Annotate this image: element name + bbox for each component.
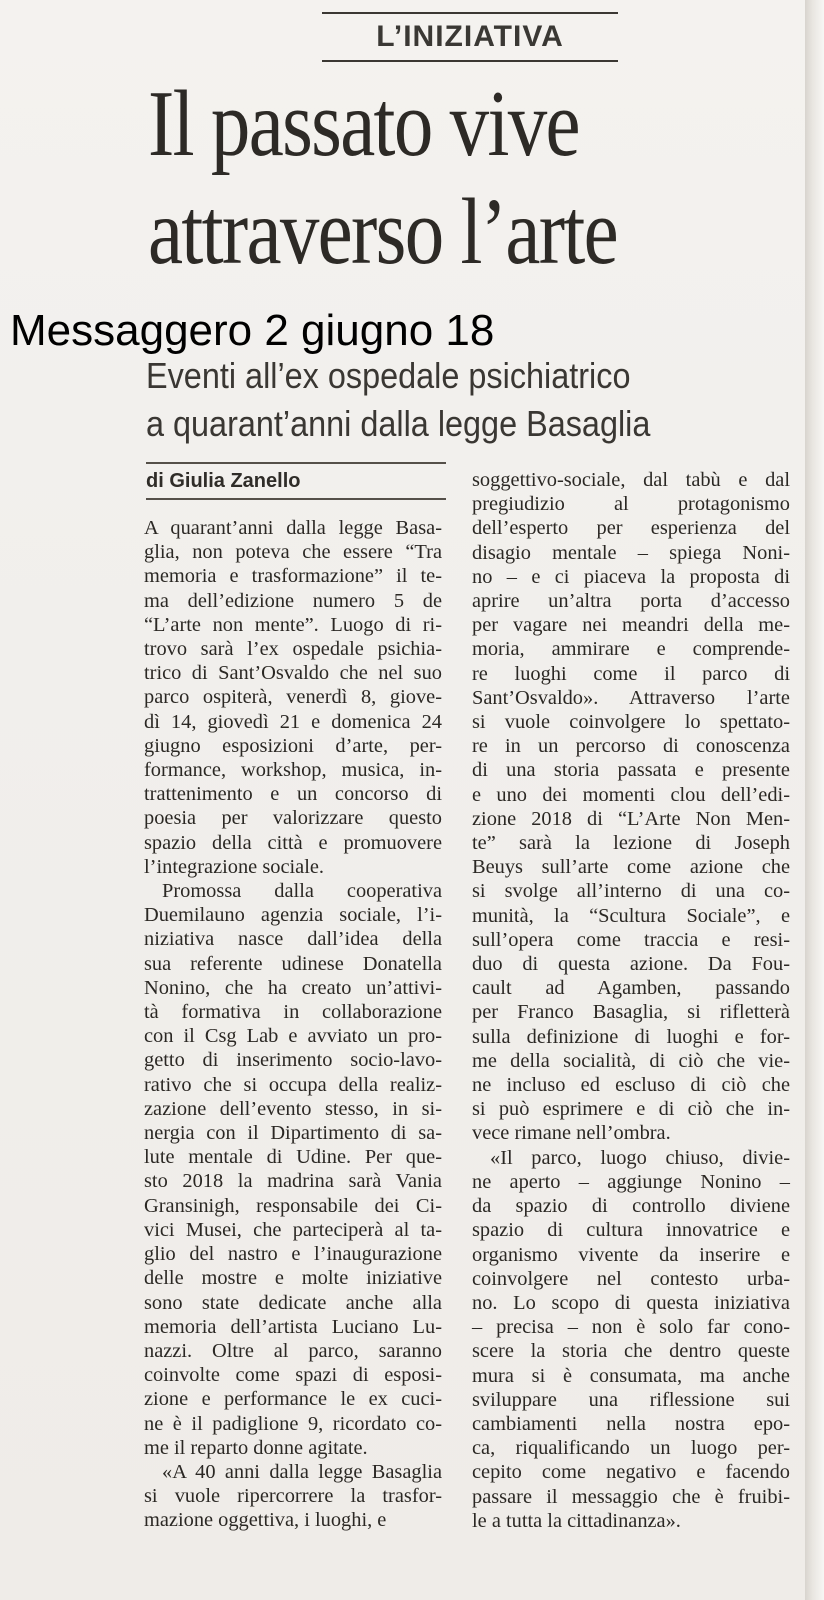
article-text-line: rativo che si occupa della realiz- — [144, 1073, 442, 1096]
article-text-line: Gransinigh, responsabile dei Ci- — [144, 1194, 442, 1217]
article-text-line: passare il messaggio che è fruibi- — [472, 1485, 790, 1508]
article-text-line: cault ad Agamben, passando — [472, 977, 790, 1000]
article-text-line: vici Musei, che parteciperà al ta- — [144, 1218, 442, 1241]
article-text-line: munità, la “Scultura Sociale”, e — [472, 904, 790, 927]
article-text-line: glia, non poteva che essere “Tra — [144, 541, 442, 564]
article-column-2 — [472, 468, 790, 1533]
article-text-line: di una storia passata e presente — [472, 759, 790, 782]
article-text-line: coinvolte come spazi di esposi- — [144, 1364, 442, 1387]
article-text-line: Beuys sull’arte come azione che — [472, 856, 790, 879]
article-text-line: ne aperto – aggiunge Nonino – — [472, 1170, 790, 1193]
article-text-line: l’integrazione sociale. — [144, 855, 325, 878]
article-text-line: me della socialità, di ciò che vie- — [472, 1049, 790, 1072]
article-text-line: trico di Sant’Osvaldo che nel suo — [144, 662, 442, 685]
article-subtitle — [146, 352, 686, 448]
article-text-line: da spazio di controllo diviene — [472, 1195, 790, 1218]
article-text-line: Sant’Osvaldo». Attraverso l’arte — [472, 686, 790, 709]
article-headline — [148, 70, 694, 286]
article-text-line: glio del nastro e l’inaugurazione — [144, 1243, 442, 1266]
source-date-overlay: Messaggero 2 giugno 18 — [10, 306, 495, 355]
article-text-line: scere la storia che dentro queste — [472, 1340, 790, 1363]
article-text-line: me il reparto donne agitate. — [144, 1436, 368, 1459]
article-text-line: trovo sarà l’ex ospedale psichia- — [144, 638, 442, 661]
article-text-line: «Il parco, luogo chiuso, divie- — [490, 1146, 790, 1169]
article-text-line: zione e performance le ex cuci- — [144, 1388, 442, 1411]
article-text-line: tà formativa in collaborazione — [144, 1001, 442, 1024]
article-text-line: lute mentale di Udine. Per que- — [144, 1146, 442, 1169]
article-text-line: nergia con il Dipartimento di sa- — [144, 1122, 442, 1145]
article-text-line: te” sarà la lezione di Joseph — [472, 832, 790, 855]
article-text-line: zione 2018 di “L’Arte Non Men- — [472, 807, 790, 830]
subtitle-line-2: a quarant’anni dalla legge Basaglia — [146, 403, 651, 444]
article-text-line: aprire un’altra porta d’accesso — [472, 590, 790, 613]
article-text-line: Nonino, che ha creato un’attivi- — [144, 976, 442, 999]
article-text-line: no. Lo scopo di questa iniziativa — [472, 1291, 790, 1314]
article-text-line: moria, ammirare e comprende- — [472, 638, 790, 661]
article-text-line: mazione oggettiva, i luoghi, e — [144, 1509, 387, 1532]
article-text-line: e uno dei momenti clou dell’edi- — [472, 783, 790, 806]
article-text-line: sulla definizione di luoghi e for- — [472, 1025, 790, 1048]
article-text-line: Promossa dalla cooperativa — [162, 880, 442, 903]
article-text-line: giugno esposizioni d’arte, per- — [144, 734, 442, 757]
article-text-line: sono state dedicate anche alla — [144, 1291, 442, 1314]
byline-author: di Giulia Zanello — [146, 470, 301, 492]
headline-line-1: Il passato vive — [148, 72, 579, 176]
article-text-line: parco ospiterà, venerdì 8, giove- — [144, 686, 442, 709]
article-text-line: A quarant’anni dalla legge Basa- — [144, 517, 442, 539]
article-text-line: ne incluso ed escluso di ciò che — [472, 1074, 790, 1097]
article-text-line: si vuole coinvolgere lo spettato- — [472, 711, 790, 734]
article-text-line: zazione dell’evento stesso, in si- — [144, 1097, 442, 1120]
article-text-line: ne è il padiglione 9, ricordato co- — [144, 1412, 442, 1435]
article-text-line: pregiudizio al protagonismo — [472, 493, 790, 516]
article-text-line: re luoghi come il parco di — [472, 662, 790, 685]
article-text-line: – precisa – non è solo far cono- — [472, 1316, 790, 1339]
article-text-line: vece rimane nell’ombra. — [472, 1122, 671, 1145]
article-text-line: sviluppare una riflessione sui — [472, 1388, 790, 1411]
article-text-line: nazzi. Oltre al parco, saranno — [144, 1339, 442, 1362]
article-text-line: spazio di cultura innovatrice e — [472, 1219, 790, 1242]
article-text-line: cambiamenti nella nostra epo- — [472, 1412, 790, 1435]
article-text-line: getto di inserimento socio-lavo- — [144, 1049, 442, 1072]
article-text-line: disagio mentale – spiega Noni- — [472, 541, 790, 564]
section-kicker — [322, 12, 618, 62]
article-text-line: memoria e trasformazione” il te- — [144, 565, 442, 588]
article-text-line: memoria dell’artista Luciano Lu- — [144, 1315, 442, 1338]
article-text-line: si vuole ripercorrere la trasfor- — [144, 1485, 442, 1508]
article-text-line: no – e ci piaceva la proposta di — [472, 565, 790, 588]
article-text-line: coinvolgere nel contesto urba- — [472, 1267, 790, 1290]
article-text-line: organismo vivente da inserire e — [472, 1243, 790, 1266]
article-text-line: duo di questa azione. Da Fou- — [472, 953, 790, 976]
article-text-line: ma dell’edizione numero 5 de — [144, 589, 442, 612]
page-edge-shadow — [805, 0, 824, 1600]
article-text-line: sto 2018 la madrina sarà Vania — [144, 1170, 442, 1193]
article-text-line: cepito come negativo e facendo — [472, 1461, 790, 1484]
article-text-line: soggettivo-sociale, dal tabù e dal — [472, 469, 790, 491]
byline — [146, 462, 446, 500]
article-text-line: dì 14, giovedì 21 e domenica 24 — [144, 710, 442, 733]
article-text-line: «A 40 anni dalla legge Basaglia — [162, 1460, 442, 1483]
article-text-line: poesia per valorizzare questo — [144, 807, 442, 830]
article-text-line: le a tutta la cittadinanza». — [472, 1509, 681, 1532]
headline-line-2: attraverso l’arte — [148, 180, 618, 284]
subtitle-line-1: Eventi all’ex ospedale psichiatrico — [146, 355, 631, 396]
article-text-line: per vagare nei meandri della me- — [472, 614, 790, 637]
article-text-line: spazio della città e promuovere — [144, 831, 442, 854]
article-text-line: niziativa nasce dall’idea della — [144, 928, 442, 951]
article-text-line: sua referente udinese Donatella — [144, 952, 442, 975]
article-text-line: trattenimento e un concorso di — [144, 783, 442, 806]
article-text-line: con il Csg Lab e avviato un pro- — [144, 1025, 442, 1048]
article-text-line: si può esprimere e di ciò che in- — [472, 1098, 790, 1121]
article-text-line: dell’esperto per esperienza del — [472, 517, 790, 540]
article-text-line: sull’opera come traccia e resi- — [472, 928, 790, 951]
article-text-line: mura si è consumata, ma anche — [472, 1364, 790, 1387]
article-text-line: per Franco Basaglia, si rifletterà — [472, 1001, 790, 1024]
article-text-line: Duemilauno agenzia sociale, l’i- — [144, 904, 442, 927]
article-column-1 — [144, 516, 442, 1533]
kicker-label: L’INIZIATIVA — [376, 20, 564, 53]
article-text-line: re in un percorso di conoscenza — [472, 735, 790, 758]
article-text-line: ca, riqualificando un luogo per- — [472, 1437, 790, 1460]
article-text-line: delle mostre e molte iniziative — [144, 1267, 442, 1290]
article-text-line: “L’arte non mente”. Luogo di ri- — [144, 613, 442, 636]
article-text-line: si svolge all’interno di una co- — [472, 880, 790, 903]
article-text-line: formance, workshop, musica, in- — [144, 759, 442, 782]
